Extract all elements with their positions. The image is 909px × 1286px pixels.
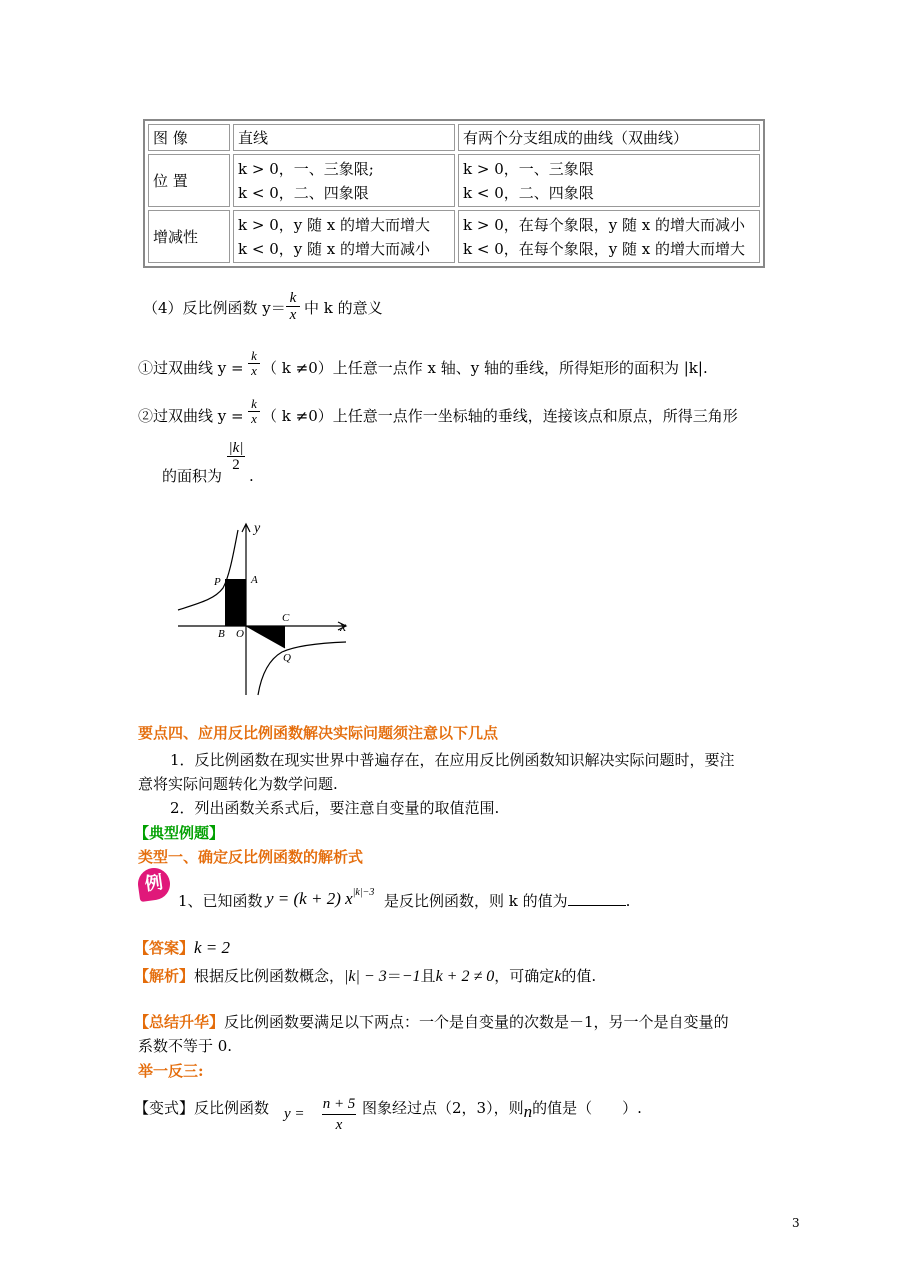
type-1-title: 类型一、确定反比例函数的解析式 <box>138 848 364 866</box>
table-row-head: 图 像 <box>148 124 230 151</box>
example-badge: 例 <box>136 866 172 902</box>
table-cell: 直线 <box>233 124 455 151</box>
label-C: C <box>282 612 290 624</box>
example-1-formula: y = (k + 2) $x^{|k|-3}$ <box>266 887 375 908</box>
variant-lhs: y = <box>284 1106 305 1122</box>
item-2-area-text: 的面积为 <box>162 467 223 485</box>
label-A: A <box>251 574 258 586</box>
item-2-start: ②过双曲线 y = <box>138 407 244 425</box>
period: . <box>249 467 254 485</box>
item-2-rest: （ k ≠0）上任意一点作一坐标轴的垂线，连接该点和原点，所得三角形 <box>262 407 738 425</box>
summary-line-2: 系数不等于 0. <box>138 1037 233 1055</box>
fraction-k-over-x: k x <box>248 349 260 378</box>
examples-header: 【典型例题】 <box>134 824 225 842</box>
properties-table <box>143 119 765 268</box>
label-y: y <box>254 521 261 536</box>
fraction-k-over-x: k x <box>286 290 300 323</box>
section-4-suffix: 中 k 的意义 <box>304 299 383 317</box>
table-row-head: 增减性 <box>148 210 230 263</box>
point-4-para-2: 2．列出函数关系式后，要注意自变量的取值范围. <box>170 799 500 817</box>
label-x: x <box>340 620 347 635</box>
analysis-line: 【解析】根据反比例函数概念，|k| − 3＝−1且k + 2 ≠ 0，可确定k的值. <box>134 967 597 985</box>
label-O: O <box>236 628 244 640</box>
table-cell: k > 0，y 随 x 的增大而增大 k < 0，y 随 x 的增大而减小 <box>233 210 455 263</box>
fraction-n-plus-5-over-x: n + 5 x <box>322 1096 356 1133</box>
section-4-heading: （4）反比例函数 y＝ <box>143 299 286 317</box>
point-4-para-1a: 1．反比例函数在现实世界中普遍存在，在应用反比例函数知识解决实际问题时，要注 <box>170 751 735 769</box>
practice-title: 举一反三: <box>138 1062 204 1080</box>
answer-line: 【答案】k = 2 <box>134 938 231 957</box>
table-cell: k > 0，一、三象限; k < 0，二、四象限 <box>233 154 455 207</box>
item-1-start: ①过双曲线 y = <box>138 359 244 377</box>
summary-line-1: 【总结升华】反比例函数要满足以下两点：一个是自变量的次数是－1，另一个是自变量的 <box>134 1013 729 1031</box>
example-1-question: 是反比例函数，则 k 的值为 . <box>384 892 631 910</box>
table-cell: k > 0，一、三象限 k < 0，二、四象限 <box>458 154 760 207</box>
hyperbola-branch-right <box>258 642 346 695</box>
point-4-para-1b: 意将实际问题转化为数学问题. <box>138 775 338 793</box>
fraction-k-over-x: k x <box>248 397 260 426</box>
variant-rest: 图象经过点（2，3），则n的值是（ ）. <box>362 1099 642 1121</box>
example-1-start: 1、已知函数 <box>178 892 263 910</box>
hyperbola-graph <box>170 515 370 705</box>
item-1-rest: （ k ≠0）上任意一点作 x 轴、y 轴的垂线，所得矩形的面积为 |k|. <box>262 359 708 377</box>
page-number: 3 <box>792 1216 800 1230</box>
table-cell: k > 0，在每个象限，y 随 x 的增大而减小 k < 0，在每个象限，y 随 x 的增大而增大 <box>458 210 760 263</box>
table-row-head: 位 置 <box>148 154 230 207</box>
label-B: B <box>218 628 225 640</box>
fraction-abs-k-over-2: |k| 2 <box>228 440 244 473</box>
label-P: P <box>214 576 221 588</box>
shaded-rectangle <box>225 579 246 626</box>
answer-blank <box>568 891 626 906</box>
point-4-title: 要点四、应用反比例函数解决实际问题须注意以下几点 <box>138 724 499 742</box>
table-cell: 有两个分支组成的曲线（双曲线） <box>458 124 760 151</box>
label-Q: Q <box>283 652 291 664</box>
variant-start: 【变式】反比例函数 <box>134 1099 270 1117</box>
